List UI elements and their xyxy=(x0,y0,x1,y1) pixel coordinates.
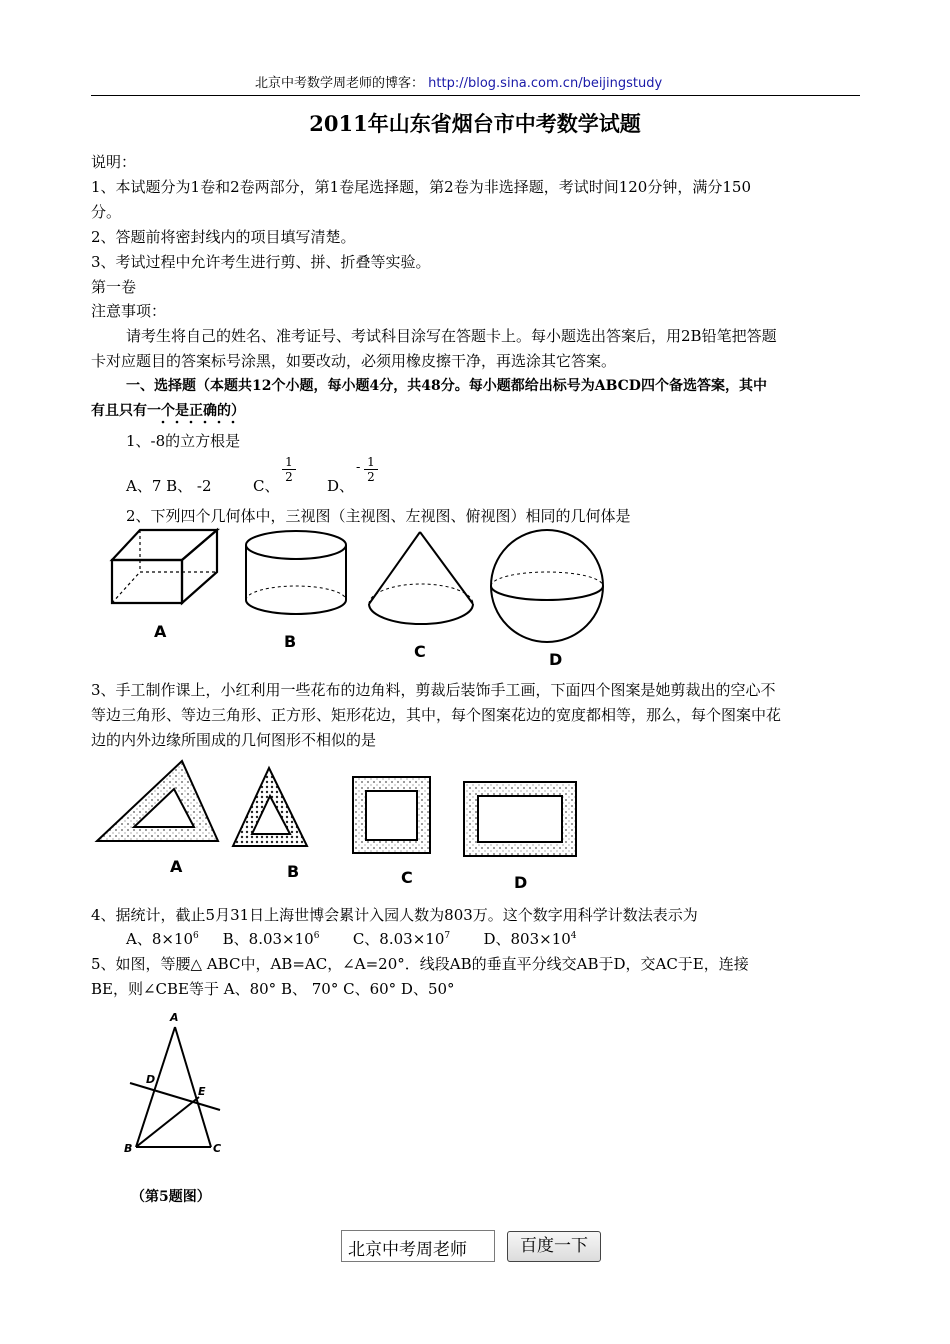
q4-option-b: B、8.03×10 xyxy=(222,930,314,948)
baidu-search-button[interactable]: 百度一下 xyxy=(507,1231,601,1262)
cylinder-figure xyxy=(246,531,346,614)
note-item-1: 1、本试题分为1卷和2卷两部分，第1卷尾选择题，第2卷为非选择题，考试时间120分钟，满分150 xyxy=(91,178,751,196)
q2-label-d: D xyxy=(549,650,563,669)
q2-label-c: C xyxy=(414,642,426,661)
q1-stem: 1、-8的立方根是 xyxy=(126,432,241,450)
cone-figure xyxy=(369,532,473,624)
point-e-label: E xyxy=(198,1085,206,1098)
scalene-triangle-frame xyxy=(97,761,218,841)
volume-title: 第一卷 xyxy=(91,278,137,296)
q1-option-c-label: C、 xyxy=(253,477,280,495)
sphere-figure xyxy=(491,530,603,642)
header-divider xyxy=(91,95,860,96)
q3-line-2: 等边三角形、等边三角形、正方形、矩形花边，其中，每个图案花边的宽度都相等，那么，每个图案中花 xyxy=(91,706,782,724)
blog-header xyxy=(255,72,662,91)
section-heading: 一、选择题（本题共12个小题，每小题4分，共48分。每小题都给出标号为ABCD四个备选答案，其中 xyxy=(126,378,767,394)
q3-label-c: C xyxy=(401,868,413,887)
q2-stem: 2、下列四个几何体中，三视图（主视图、左视图、俯视图）相同的几何体是 xyxy=(126,507,631,525)
search-input[interactable]: 北京中考周老师 xyxy=(341,1230,495,1262)
q1-option-d-sign: - xyxy=(356,460,361,475)
q5-line-1: 5、如图，等腰△ ABC中，AB=AC，∠A=20°．线段AB的垂直平分线交AB于D，交AC于E，连接 xyxy=(91,955,749,973)
q3-line-3: 边的内外边缘所围成的几何图形不相似的是 xyxy=(91,731,377,749)
q4-option-d: D、803×10 xyxy=(483,930,571,948)
q4-option-c-exp: 7 xyxy=(444,931,451,941)
q4-option-c: C、8.03×10 xyxy=(352,930,445,948)
attention-line-2: 卡对应题目的答案标号涂黑，如要改动，必须用橡皮擦干净，再选涂其它答案。 xyxy=(91,352,617,370)
q1-option-d-label: D、 xyxy=(327,477,355,495)
point-b-label: B xyxy=(124,1142,133,1155)
page-title: 2011年山东省烟台市中考数学试题 xyxy=(309,111,641,136)
q4-option-d-exp: 4 xyxy=(570,931,577,941)
q4-option-a: A、8×10 xyxy=(126,930,194,948)
q4-option-b-exp: 6 xyxy=(313,931,320,941)
q5-line-2: BE，则∠CBE等于 A、80° B、 70° C、60° D、50° xyxy=(91,980,455,998)
notes-heading: 说明： xyxy=(91,153,137,171)
point-c-label: C xyxy=(213,1142,222,1155)
cube-figure xyxy=(112,530,217,603)
q4-option-a-exp: 6 xyxy=(193,931,199,941)
q1-option-c-fraction xyxy=(282,455,296,484)
q1-option-d-fraction xyxy=(364,455,378,484)
q2-label-a: A xyxy=(154,622,167,641)
square-frame xyxy=(353,777,430,853)
point-a-label: A xyxy=(170,1011,179,1024)
q5-caption: （第5题图） xyxy=(131,1189,211,1205)
q4-options xyxy=(126,928,577,949)
q3-line-1: 3、手工制作课上，小红利用一些花布的边角料，剪裁后装饰手工画，下面四个图案是她剪裁出的空心不 xyxy=(91,681,776,699)
q2-label-b: B xyxy=(284,632,297,651)
fraction-denominator: 2 xyxy=(367,470,375,484)
note-item-1-cont: 分。 xyxy=(91,203,122,221)
q5-triangle-figure xyxy=(0,0,1,1)
q3-label-b: B xyxy=(287,862,300,881)
note-item-2: 2、答题前将密封线内的项目填写清楚。 xyxy=(91,228,356,246)
q4-stem: 4、据统计，截止5月31日上海世博会累计入园人数为803万。这个数字用科学计数法表示为 xyxy=(91,906,698,924)
q3-label-d: D xyxy=(514,873,528,892)
header-prefix: 北京中考数学周老师的博客： xyxy=(255,76,425,91)
fraction-denominator: 2 xyxy=(285,470,293,484)
q3-label-a: A xyxy=(170,857,183,876)
point-d-label: D xyxy=(146,1073,156,1086)
blog-link[interactable]: http://blog.sina.com.cn/beijingstudy xyxy=(428,76,663,91)
fraction-numerator: 1 xyxy=(285,455,293,469)
section-heading-cont: 有且只有一个是正确的） xyxy=(91,403,245,419)
attention-heading: 注意事项： xyxy=(91,302,167,320)
rectangle-frame xyxy=(464,782,576,856)
q1-options-ab: A、7 B、 -2 xyxy=(126,477,212,495)
equilateral-triangle-frame xyxy=(233,768,307,846)
note-item-3: 3、考试过程中允许考生进行剪、拼、折叠等实验。 xyxy=(91,253,431,271)
attention-line-1: 请考生将自己的姓名、准考证号、考试科目涂写在答题卡上。每小题选出答案后，用2B铅笔把答题 xyxy=(126,327,777,345)
fraction-numerator: 1 xyxy=(367,455,375,469)
